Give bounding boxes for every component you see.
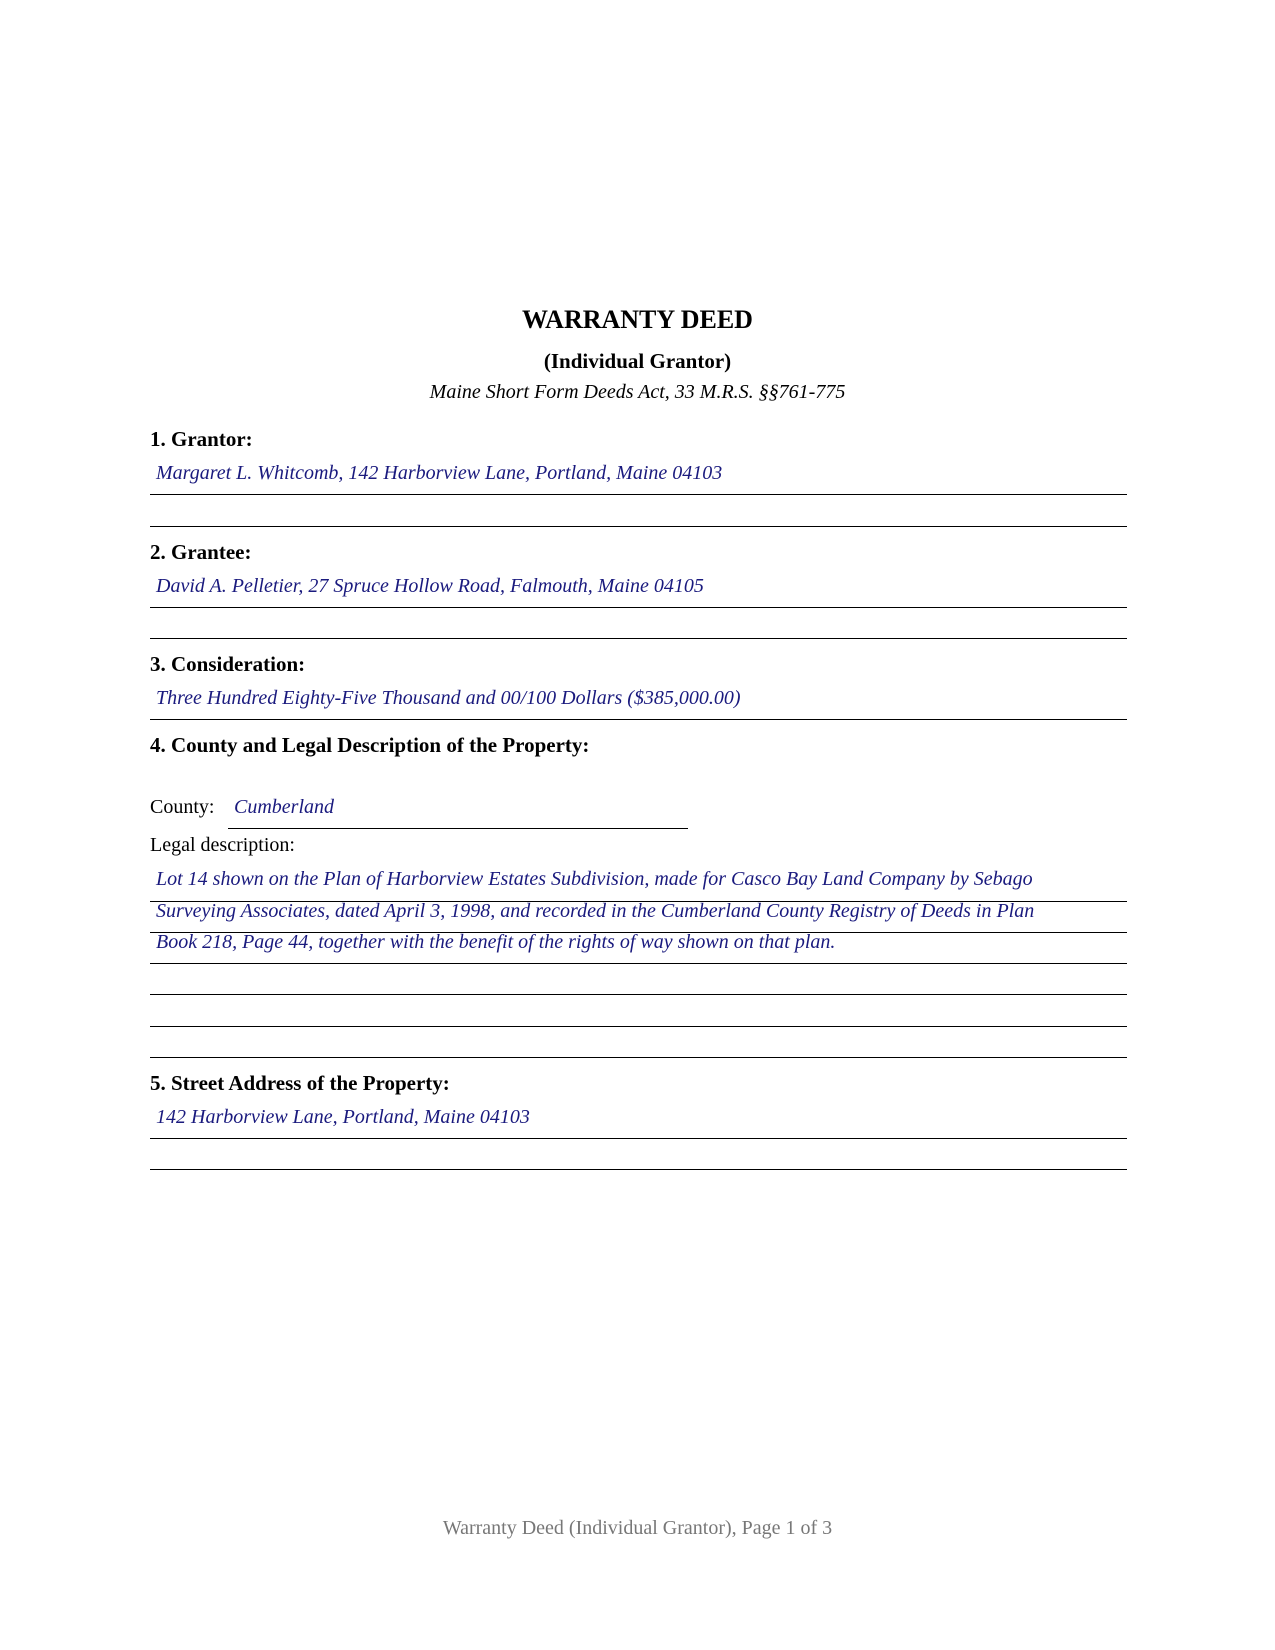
legal-rule-3 <box>150 963 1127 964</box>
legal-description-label: Legal description: <box>150 834 295 856</box>
document-subtitle: (Individual Grantor) <box>543 349 732 373</box>
grantor-line-2 <box>150 526 1127 527</box>
address-field[interactable]: 142 Harborview Lane, Portland, Maine 04103 <box>156 1106 530 1128</box>
grantor-heading: 1. Grantor: <box>150 427 253 451</box>
legal-description-line-2[interactable]: Surveying Associates, dated April 3, 1998, and recorded in the Cumberland County Registry of Deeds in Plan <box>156 900 1035 922</box>
county-line <box>228 828 688 829</box>
grantee-line-1 <box>150 607 1127 608</box>
grantee-heading: 2. Grantee: <box>150 540 252 564</box>
address-line-1 <box>150 1138 1127 1139</box>
address-line-2 <box>150 1169 1127 1170</box>
consideration-line <box>150 719 1127 720</box>
legal-rule-4 <box>150 994 1127 995</box>
grantee-line-2 <box>150 638 1127 639</box>
statute-reference: Maine Short Form Deeds Act, 33 M.R.S. §§761-775 <box>429 381 846 403</box>
property-heading: 4. County and Legal Description of the Property: <box>150 733 590 757</box>
consideration-heading: 3. Consideration: <box>150 652 306 676</box>
consideration-field[interactable]: Three Hundred Eighty-Five Thousand and 00/100 Dollars ($385,000.00) <box>156 687 741 709</box>
grantor-line-1 <box>150 494 1127 495</box>
grantor-field[interactable]: Margaret L. Whitcomb, 142 Harborview Lane, Portland, Maine 04103 <box>156 462 723 484</box>
legal-description-line-1[interactable]: Lot 14 shown on the Plan of Harborview Estates Subdivision, made for Casco Bay Land Company by Sebago <box>156 868 1033 890</box>
address-heading: 5. Street Address of the Property: <box>150 1071 450 1095</box>
document-title: WARRANTY DEED <box>522 305 753 334</box>
county-label: County: <box>150 796 215 818</box>
county-field[interactable]: Cumberland <box>234 796 334 818</box>
page-footer: Warranty Deed (Individual Grantor), Page 1 of 3 <box>442 1517 833 1539</box>
legal-rule-5 <box>150 1026 1127 1027</box>
legal-rule-6 <box>150 1057 1127 1058</box>
grantee-field[interactable]: David A. Pelletier, 27 Spruce Hollow Road, Falmouth, Maine 04105 <box>156 575 704 597</box>
legal-description-line-3[interactable]: Book 218, Page 44, together with the benefit of the rights of way shown on that plan. <box>156 931 836 953</box>
